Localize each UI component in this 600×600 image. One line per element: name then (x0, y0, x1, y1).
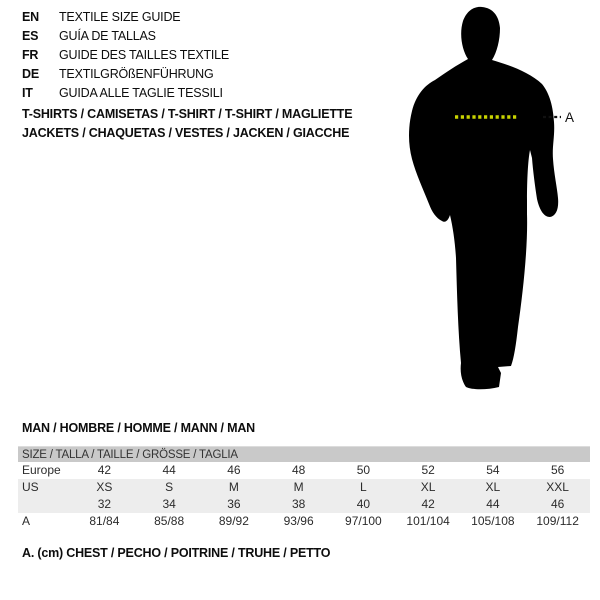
language-row-de (22, 65, 229, 84)
size-cell: 46 (227, 463, 241, 477)
row-label (18, 496, 72, 513)
size-cell: 101/104 (406, 514, 450, 528)
language-list (22, 8, 229, 103)
language-code: FR (22, 48, 39, 62)
size-cell: XXL (546, 480, 569, 494)
language-title: GUIDA ALLE TAGLIE TESSILI (59, 86, 223, 100)
language-row-en (22, 8, 229, 27)
size-cell: 42 (421, 497, 435, 511)
language-title: GUÍA DE TALLAS (59, 29, 156, 43)
table-row-alt (18, 496, 590, 513)
size-cell: S (165, 480, 174, 494)
size-cell: 40 (356, 497, 371, 511)
language-title: GUIDE DES TAILLES TEXTILE (59, 48, 230, 62)
garment-categories (22, 105, 352, 143)
size-cell: 32 (97, 497, 112, 511)
size-cell: 48 (291, 463, 306, 477)
size-cell: 105/108 (471, 514, 515, 528)
size-cell: 81/84 (89, 514, 120, 528)
man-silhouette (409, 7, 558, 389)
language-title: TEXTILGRÖßENFÜHRUNG (59, 67, 214, 81)
size-cell: 109/112 (536, 514, 579, 528)
language-row-it (22, 84, 229, 103)
table-row-chest-a (18, 513, 590, 530)
size-cell: 44 (486, 497, 500, 511)
row-label: US (22, 480, 39, 494)
language-row-es (22, 27, 229, 46)
row-label: A (22, 514, 31, 528)
size-cell: 93/96 (283, 514, 314, 528)
size-cell: 89/92 (218, 514, 249, 528)
language-row-fr (22, 46, 229, 65)
size-cell: XL (485, 480, 501, 494)
size-cell: 97/100 (345, 514, 382, 528)
measurement-footnote: A. (cm) CHEST / PECHO / POITRINE / TRUHE / PETTO (22, 546, 331, 560)
size-cell: 46 (550, 497, 565, 511)
language-title: TEXTILE SIZE GUIDE (59, 10, 181, 24)
language-code: EN (22, 10, 39, 24)
language-code: ES (22, 29, 39, 43)
size-cell: 42 (97, 463, 112, 477)
size-cell: 38 (291, 497, 306, 511)
size-cell: 85/88 (154, 514, 185, 528)
size-cell: M (228, 480, 239, 494)
size-cell: 54 (486, 463, 500, 477)
size-cell: 56 (550, 463, 565, 477)
size-cell: 34 (162, 497, 176, 511)
table-row-us (18, 479, 590, 496)
size-cell: XL (420, 480, 436, 494)
table-row-europe (18, 462, 590, 479)
language-code: DE (22, 67, 39, 81)
man-silhouette-figure (400, 0, 600, 400)
size-cell: 50 (356, 463, 371, 477)
measure-label-a: A (565, 110, 575, 125)
category-line-tshirts: T-SHIRTS / CAMISETAS / T-SHIRT / T-SHIRT / MAGLIETTE (22, 107, 353, 121)
row-label: Europe (22, 463, 61, 477)
size-cell: M (293, 480, 304, 494)
man-silhouette-svg (400, 0, 600, 400)
size-cell: L (360, 480, 367, 494)
size-cell: 52 (421, 463, 435, 477)
category-line-jackets: JACKETS / CHAQUETAS / VESTES / JACKEN / GIACCHE (22, 126, 350, 140)
language-code: IT (22, 86, 33, 100)
size-cell: 44 (162, 463, 176, 477)
size-cell: XS (96, 480, 113, 494)
size-table (18, 446, 590, 530)
size-table-header: SIZE / TALLA / TAILLE / GRÖSSE / TAGLIA (18, 446, 590, 462)
size-cell: 36 (227, 497, 241, 511)
section-title-man: MAN / HOMBRE / HOMME / MANN / MAN (22, 421, 255, 435)
